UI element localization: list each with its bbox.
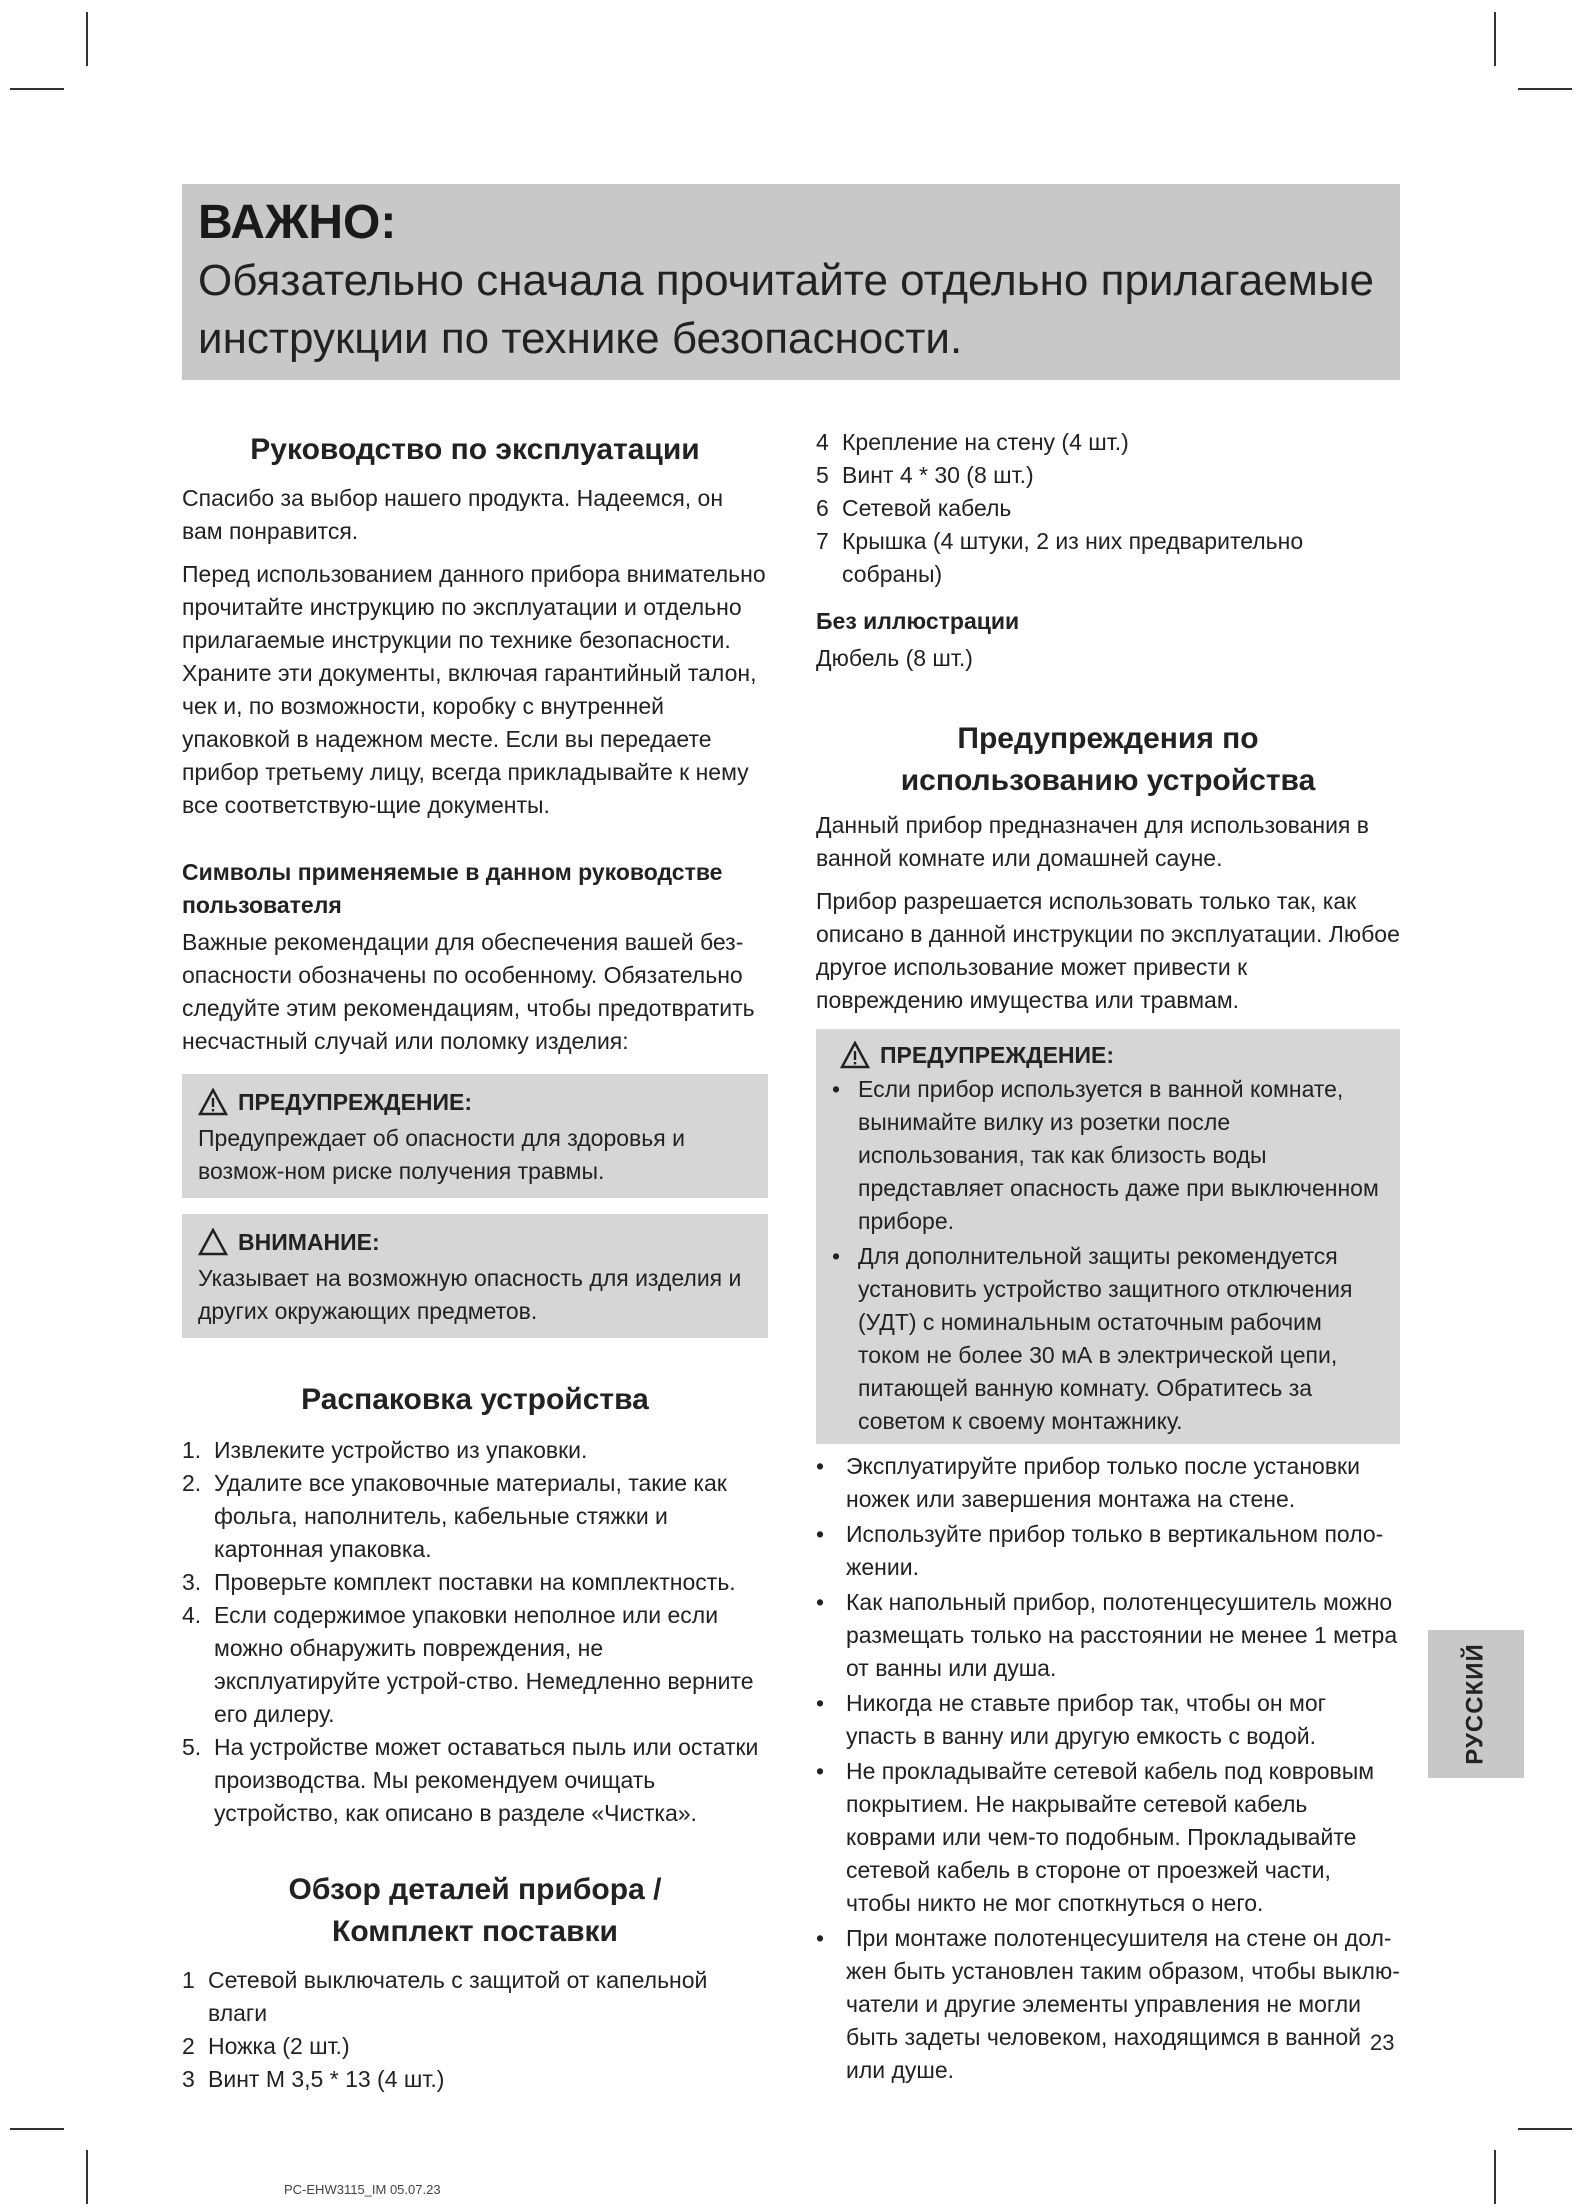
usage-warning-header: [828, 1039, 1388, 1071]
crop-mark: [1518, 88, 1572, 90]
usage-warning-label: ПРЕДУПРЕЖДЕНИЕ:: [880, 1042, 1115, 1068]
crop-mark: [1494, 2150, 1496, 2204]
warning-text: Предупреждает об опасности для здоровья и возмож-ном риске получения травмы.: [198, 1125, 685, 1184]
warning-icon: [198, 1088, 228, 1116]
right-column: [816, 426, 1400, 2087]
list-item: 3 Винт M 3,5 * 13 (4 шт.): [182, 2066, 445, 2092]
usage-heading-line-2: использованию устройства: [900, 764, 1316, 797]
unpack-heading: Распаковка устройства: [301, 1383, 649, 1416]
list-item: • Как напольный прибор, полотенцесушитель можно размещать только на расстоянии не менее 1 метра от ванны или душа.: [816, 1589, 1398, 1681]
caution-icon: [198, 1228, 228, 1256]
list-item: • Для дополнительной защиты рекомендуется установить устройство защитного отключения (УДТ) с номинальным остаточным рабочим током не более 30 мА в электрической цепи, питающей ванную комнату. Обратитесь за советом к своему монтажнику.: [832, 1243, 1353, 1434]
list-item: 5 Винт 4 * 30 (8 шт.): [816, 462, 1034, 488]
warning-icon: [840, 1041, 870, 1069]
list-item: • Используйте прибор только в вертикальном поло-жении.: [816, 1521, 1384, 1580]
read-instructions-paragraph: Перед использованием данного прибора внимательно прочитайте инструкцию по эксплуатации и отдельно прилагаемые инструкции по технике безопасности. Храните эти документы, включая гарантийный талон, чек и, по возможности, коробку с внутренней упаковкой в надежном месте. Если вы передаете прибор третьему лицу, всегда прикладывайте к нему все соответствую-щие документы.: [182, 561, 766, 818]
list-item: 5. На устройстве может оставаться пыль или остатки производства. Мы рекомендуем очищать устройство, как описано в разделе «Чистка».: [182, 1734, 759, 1826]
crop-mark: [86, 12, 88, 66]
parts-heading-line-2: Комплект поставки: [332, 1915, 618, 1948]
list-item: 4. Если содержимое упаковки неполное или если можно обнаружить повреждения, не эксплуатируйте устрой-ство. Немедленно верните его дилеру.: [182, 1602, 754, 1727]
list-item: • Эксплуатируйте прибор только после установки ножек или завершения монтажа на стене.: [816, 1453, 1360, 1512]
important-notice: [182, 184, 1400, 380]
unpack-list: [182, 1434, 768, 1830]
thanks-paragraph: Спасибо за выбор нашего продукта. Надеемся, он вам понравится.: [182, 485, 724, 544]
list-item: • При монтаже полотенцесушителя на стене он дол-жен быть установлен таким образом, чтобы выклю-чатели и другие элементы управления не могли быть задеты человеком, находящимся в ванной или душе.: [816, 1925, 1400, 2083]
list-item: 4 Крепление на стену (4 шт.): [816, 429, 1129, 455]
list-item: • Не прокладывайте сетевой кабель под ковровым покрытием. Не накрывайте сетевой кабель коврами или чем-то подобным. Прокладывайте сетевой кабель в стороне от проезжей части, чтобы никто не мог споткнуться о него.: [816, 1758, 1375, 1916]
important-title: ВАЖНО:: [198, 196, 397, 249]
warning-header: [198, 1086, 752, 1118]
list-item: • Никогда не ставьте прибор так, чтобы он мог упасть в ванну или другую емкость с водой.: [816, 1690, 1327, 1749]
parts-heading-line-1: Обзор деталей прибора /: [288, 1873, 662, 1906]
crop-mark: [10, 88, 64, 90]
usage-bullet-list: [816, 1450, 1400, 2087]
crop-mark: [1518, 2128, 1572, 2130]
language-tab: [1428, 1630, 1524, 1778]
parts-list-left: [182, 1964, 768, 2096]
usage-warning-box: [816, 1029, 1400, 1444]
list-item: 1 Сетевой выключатель с защитой от капельной влаги: [182, 1967, 708, 2026]
caution-box: [182, 1214, 768, 1338]
page-number: 23: [1370, 2030, 1395, 2055]
crop-mark: [10, 2128, 64, 2130]
caution-text: Указывает на возможную опасность для изделия и других окружающих предметов.: [198, 1265, 742, 1324]
crop-mark: [1494, 12, 1496, 66]
usage-warning-list: [828, 1073, 1388, 1438]
caution-label: ВНИМАНИЕ:: [238, 1229, 380, 1255]
list-item: 3. Проверьте комплект поставки на комплектность.: [182, 1569, 736, 1595]
important-line-2: инструкции по технике безопасности.: [198, 314, 963, 363]
crop-mark: [86, 2150, 88, 2204]
symbols-paragraph: Важные рекомендации для обеспечения вашей без-опасности обозначены по особенному. Обязательно следуйте этим рекомендациям, чтобы предотвратить несчастный случай или поломку изделия:: [182, 929, 755, 1054]
warning-label: ПРЕДУПРЕЖДЕНИЕ:: [238, 1089, 473, 1115]
important-line-1: Обязательно сначала прочитайте отдельно прилагаемые: [198, 256, 1375, 305]
footer-code: PC-EHW3115_IM 05.07.23: [284, 2182, 441, 2197]
list-item: • Если прибор используется в ванной комнате, вынимайте вилку из розетки после использования, так как близость воды представляет опасность даже при выключенном приборе.: [832, 1076, 1379, 1234]
list-item: 2 Ножка (2 шт.): [182, 2033, 350, 2059]
caution-header: [198, 1226, 752, 1258]
no-illustration-heading: Без иллюстрации: [816, 608, 1020, 634]
warning-box: [182, 1074, 768, 1198]
language-tab-label: РУССКИЙ: [1462, 1643, 1489, 1765]
list-item: 2. Удалите все упаковочные материалы, такие как фольга, наполнитель, кабельные стяжки и картонная упаковка.: [182, 1470, 727, 1562]
parts-list-right: [816, 426, 1400, 591]
usage-heading-line-1: Предупреждения по: [957, 722, 1259, 755]
dowel-text: Дюбель (8 шт.): [816, 645, 973, 671]
list-item: 1. Извлеките устройство из упаковки.: [182, 1437, 588, 1463]
manual-heading: Руководство по эксплуатации: [250, 433, 700, 466]
usage-paragraph-1: Данный прибор предназначен для использования в ванной комнате или домашней сауне.: [816, 812, 1369, 871]
usage-paragraph-2: Прибор разрешается использовать только так, как описано в данной инструкции по эксплуатации. Любое другое использование может привести к повреждению имущества или травмам.: [816, 888, 1400, 1013]
list-item: 7 Крышка (4 штуки, 2 из них предварительно собраны): [816, 528, 1304, 587]
list-item: 6 Сетевой кабель: [816, 495, 1012, 521]
left-column: [182, 424, 768, 2096]
symbols-heading: Символы применяемые в данном руководстве пользователя: [182, 859, 723, 918]
